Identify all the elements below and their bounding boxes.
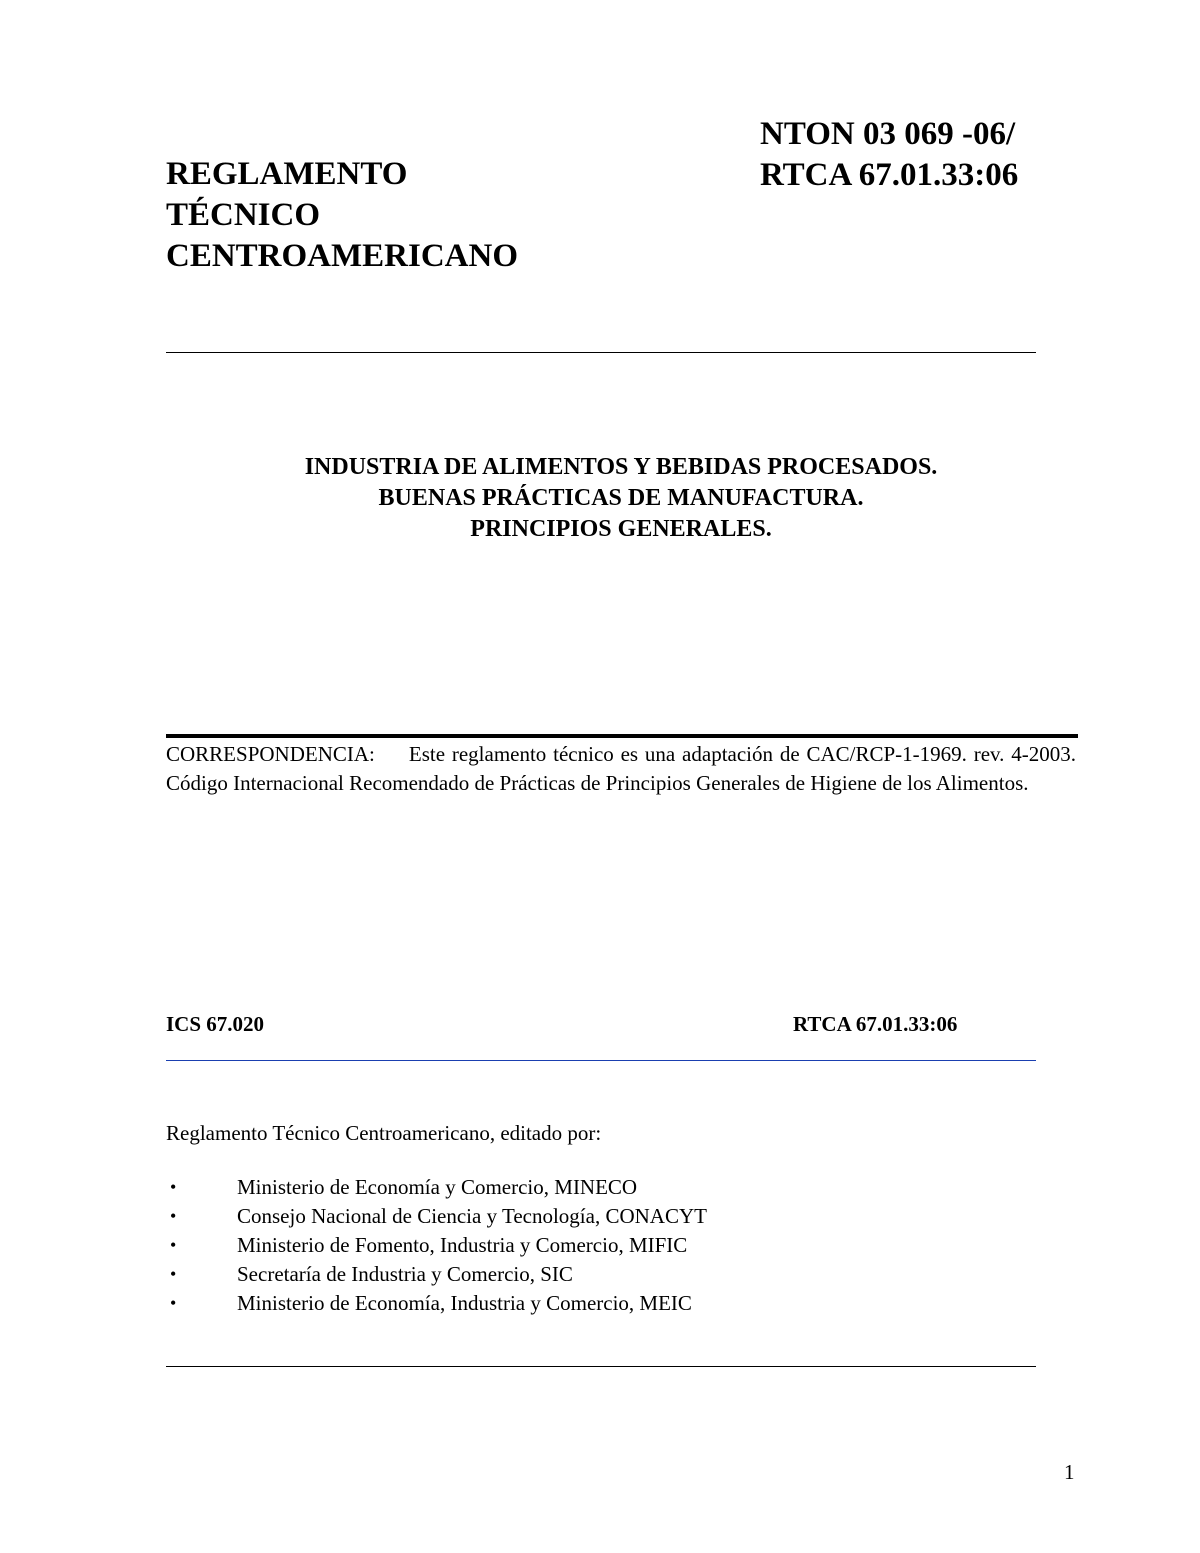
regulation-title — [166, 154, 518, 277]
edited-by-text: Reglamento Técnico Centroamericano, editado por: — [166, 1121, 602, 1145]
bullet-icon: • — [170, 1235, 177, 1255]
title-line: CENTROAMERICANO — [166, 238, 519, 274]
title-line: REGLAMENTO — [166, 156, 408, 192]
rtca-code: RTCA 67.01.33:06 — [760, 157, 1019, 193]
rtca-reference: RTCA 67.01.33:06 — [793, 1012, 958, 1036]
bullet-icon: • — [170, 1177, 177, 1197]
footer-divider — [166, 1366, 1036, 1367]
bullet-icon: • — [170, 1293, 177, 1313]
publisher-name: Ministerio de Economía y Comercio, MINECO — [237, 1175, 638, 1199]
publisher-name: Ministerio de Economía, Industria y Comercio, MEIC — [237, 1291, 692, 1315]
publisher-name: Consejo Nacional de Ciencia y Tecnología, CONACYT — [237, 1204, 707, 1228]
ics-code: ICS 67.020 — [166, 1012, 265, 1036]
correspondence-label: CORRESPONDENCIA: — [166, 742, 375, 766]
correspondence-rule — [166, 734, 1078, 738]
subject-line: PRINCIPIOS GENERALES. — [470, 516, 772, 542]
bullet-icon: • — [170, 1206, 177, 1226]
publisher-name: Secretaría de Industria y Comercio, SIC — [237, 1262, 573, 1286]
header-divider — [166, 352, 1036, 353]
classification-divider — [166, 1060, 1036, 1061]
title-line: TÉCNICO — [166, 197, 321, 233]
subject-line: BUENAS PRÁCTICAS DE MANUFACTURA. — [378, 485, 864, 511]
regulation-code — [760, 114, 1018, 196]
bullet-icon: • — [170, 1264, 177, 1284]
correspondence-note — [166, 740, 1076, 797]
page-number: 1 — [1064, 1460, 1075, 1484]
nton-code: NTON 03 069 -06/ — [760, 116, 1016, 152]
subject-line: INDUSTRIA DE ALIMENTOS Y BEBIDAS PROCESADOS. — [304, 454, 938, 480]
correspondence-text: Este reglamento técnico es una adaptación de CAC/RCP-1-1969. rev. 4-2003. Código Internacional Recomendado de Prácticas de Principios Generales de Higiene de los Alimentos. — [166, 742, 1076, 795]
publisher-name: Ministerio de Fomento, Industria y Comercio, MIFIC — [237, 1233, 688, 1257]
document-subject — [166, 452, 1076, 545]
